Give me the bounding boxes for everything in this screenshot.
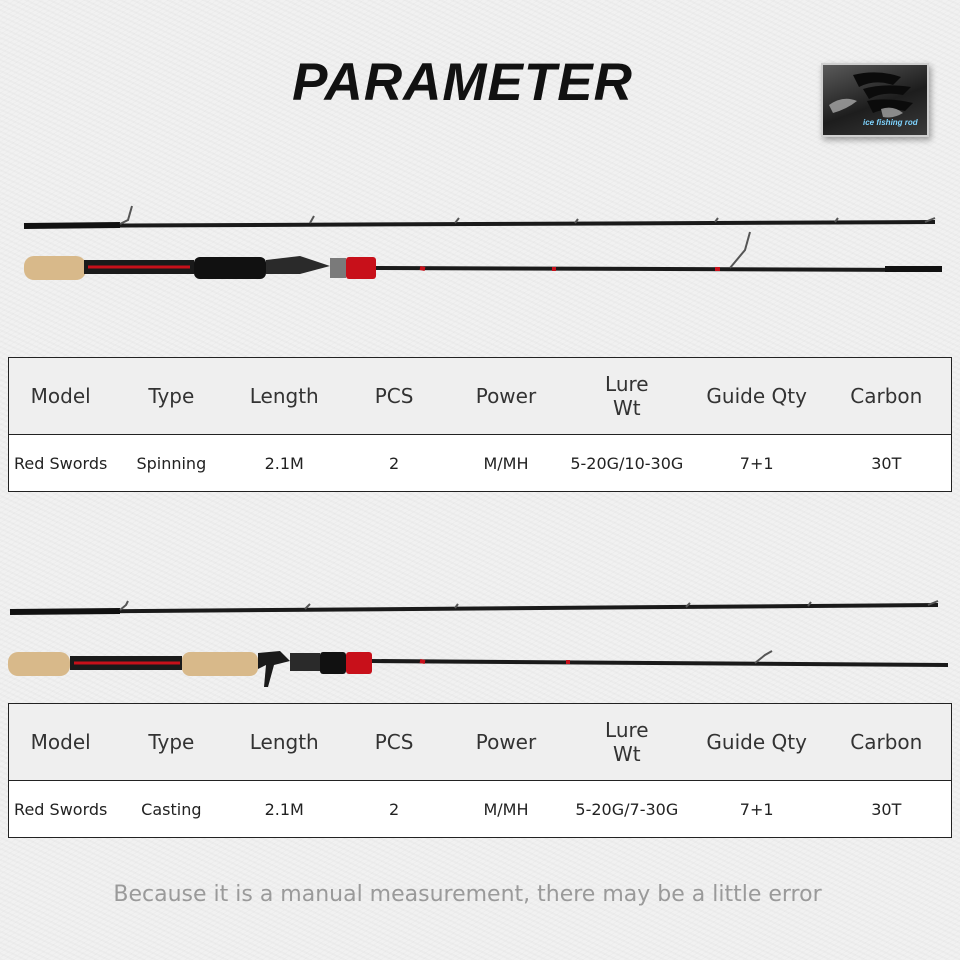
column-header: Power	[450, 704, 562, 781]
table-row	[9, 781, 952, 838]
cell-lure-wt: 5-20G/7-30G	[575, 799, 679, 819]
column-header: PCS	[338, 358, 450, 435]
cell-model: Red Swords	[14, 453, 108, 473]
column-header: Type	[112, 358, 230, 435]
column-header: Guide Qty	[692, 704, 822, 781]
cell-pcs: 2	[389, 799, 400, 819]
column-header: Model	[9, 704, 113, 781]
cell-power: M/MH	[483, 799, 529, 819]
column-header: Guide Qty	[692, 358, 822, 435]
cell-model: Red Swords	[14, 799, 108, 819]
cell-type: Spinning	[136, 453, 207, 473]
table-row	[9, 435, 952, 492]
cell-power: M/MH	[483, 453, 529, 473]
column-header: Model	[9, 358, 113, 435]
column-header: Type	[112, 704, 230, 781]
cell-carbon: 30T	[871, 453, 902, 473]
column-header: Carbon	[822, 358, 952, 435]
cell-guide-qty: 7+1	[739, 799, 774, 819]
column-header: Lure Wt	[562, 358, 692, 435]
column-header: Carbon	[822, 704, 952, 781]
column-header: Length	[230, 704, 338, 781]
cell-lure-wt: 5-20G/10-30G	[570, 453, 684, 473]
spec-table-casting	[8, 703, 952, 838]
cell-length: 2.1M	[264, 453, 304, 473]
measurement-note: Because it is a manual measurement, there may be a little error	[113, 882, 822, 907]
table-header-row	[9, 358, 952, 435]
column-header: Lure Wt	[562, 704, 692, 781]
cell-length: 2.1M	[264, 799, 304, 819]
spinning-rod-image	[0, 200, 960, 290]
logo-caption: ice fishing rod	[863, 118, 918, 127]
page-title: PARAMETER	[292, 53, 633, 112]
cell-carbon: 30T	[871, 799, 902, 819]
table-header-row	[9, 704, 952, 781]
cell-pcs: 2	[389, 453, 400, 473]
cell-guide-qty: 7+1	[739, 453, 774, 473]
spec-table-spinning	[8, 357, 952, 492]
cell-type: Casting	[141, 799, 202, 819]
column-header: PCS	[338, 704, 450, 781]
brand-logo	[821, 63, 929, 137]
column-header: Power	[450, 358, 562, 435]
column-header: Length	[230, 358, 338, 435]
casting-rod-image	[0, 595, 960, 695]
